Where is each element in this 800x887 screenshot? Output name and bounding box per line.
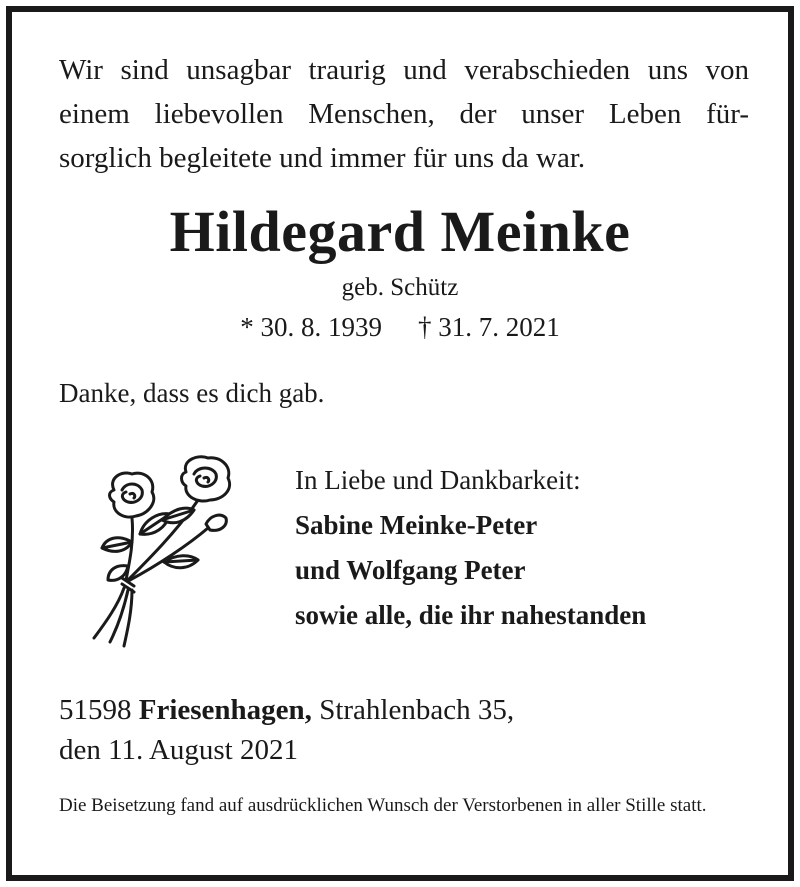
burial-note: Die Beisetzung fand auf ausdrücklichen Wunsch der Verstorbenen in aller Stille statt. <box>59 795 707 816</box>
intro-text <box>59 48 749 180</box>
birth-date: * 30. 8. 1939 <box>240 312 382 342</box>
intro-line-3: sorglich begleitete und immer für uns da war. <box>59 142 586 174</box>
address-block <box>59 690 514 770</box>
signer-line-1: Sabine Meinke-Peter <box>295 510 538 540</box>
intro-line-1: Wir sind unsagbar traurig und verabschieden uns von <box>59 54 749 86</box>
obituary-frame <box>6 6 794 881</box>
thanks-line: Danke, dass es dich gab. <box>59 378 325 408</box>
zip-code: 51598 <box>59 694 132 726</box>
death-date: † 31. 7. 2021 <box>418 312 560 342</box>
address-line <box>59 690 514 730</box>
city: Friesenhagen, <box>138 694 312 726</box>
deceased-name: Hildegard Meinke <box>169 199 631 264</box>
signer-line-3: sowie alle, die ihr nahestanden <box>295 600 647 630</box>
signers-block <box>295 458 646 638</box>
signers-intro: In Liebe und Dankbarkeit: <box>295 465 581 495</box>
birth-name: geb. Schütz <box>341 274 459 301</box>
roses-icon <box>78 450 238 650</box>
life-dates <box>12 312 788 343</box>
notice-date: den 11. August 2021 <box>59 734 298 766</box>
street: Strahlenbach 35, <box>319 694 515 726</box>
signer-line-2: und Wolfgang Peter <box>295 555 526 585</box>
intro-line-2: einem liebevollen Menschen, der unser Leben für- <box>59 98 749 130</box>
